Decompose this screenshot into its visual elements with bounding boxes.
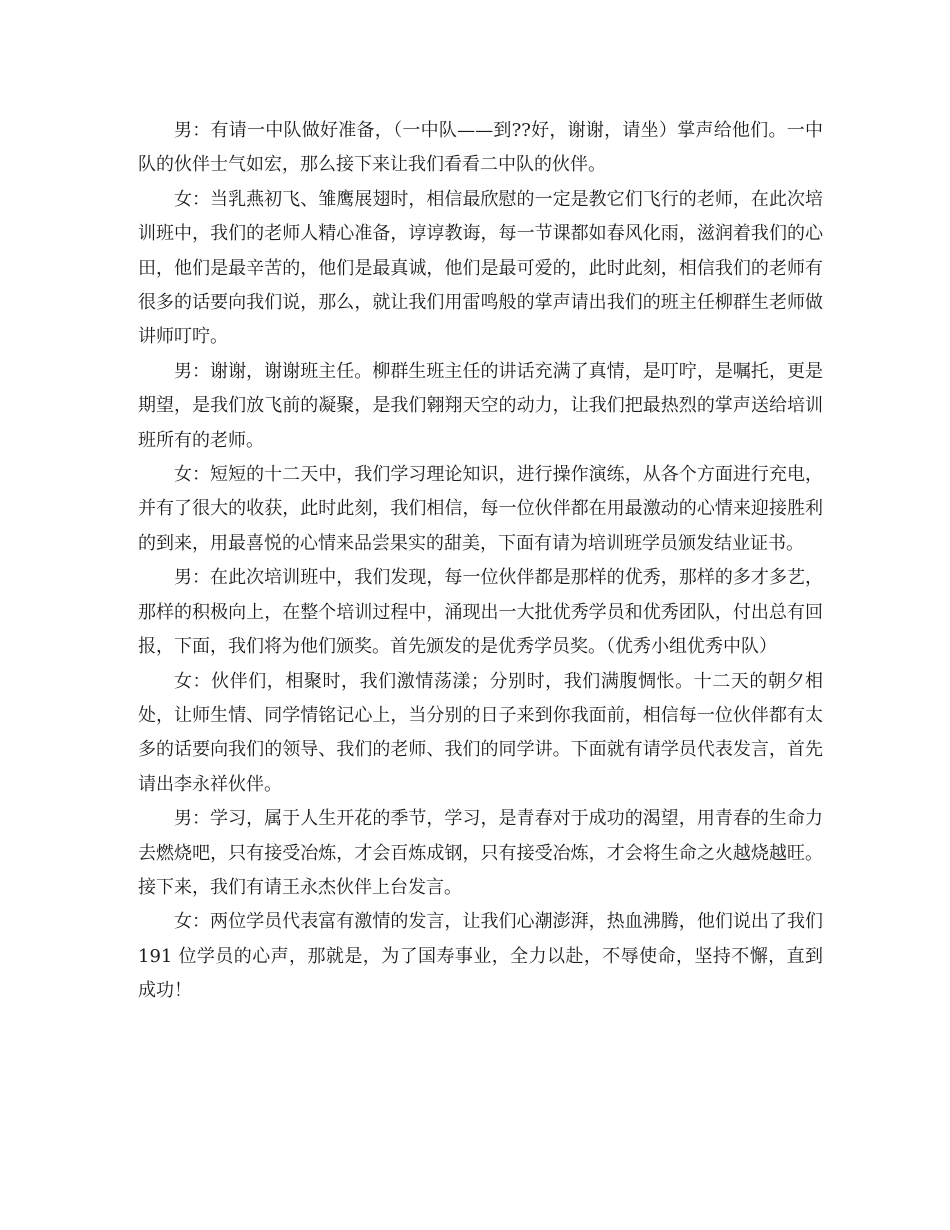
document-body (138, 114, 823, 1009)
paragraph-2: 女：当乳燕初飞、雏鹰展翅时，相信最欣慰的一定是教它们飞行的老师，在此次培训班中，我们的老师人精心准备，谆谆教诲，每一节课都如春风化雨，滋润着我们的心田，他们是最辛苦的，他们是最真诚，他们是最可爱的，此时此刻，相信我们的老师有很多的话要向我们说，那么，就让我们用雷鸣般的掌声请出我们的班主任柳群生老师做讲师叮咛。 (138, 188, 823, 348)
paragraph-7: 男：学习，属于人生开花的季节，学习，是青春对于成功的渴望，用青春的生命力去燃烧吧，只有接受冶炼，才会百炼成钢，只有接受冶炼，才会将生命之火越烧越旺。接下来，我们有请王永杰伙伴上台发言。 (138, 808, 823, 898)
paragraph-3: 男：谢谢，谢谢班主任。柳群生班主任的讲话充满了真情，是叮咛，是嘱托，更是期望，是我们放飞前的凝聚，是我们翱翔天空的动力，让我们把最热烈的掌声送给培训班所有的老师。 (138, 360, 823, 451)
paragraph-8: 女：两位学员代表富有激情的发言，让我们心潮澎湃，热血沸腾，他们说出了我们 191 位学员的心声，那就是，为了国寿事业，全力以赴，不辱使命，坚持不懈，直到成功！ (138, 911, 823, 1002)
paragraph-4: 女：短短的十二天中，我们学习理论知识，进行操作演练，从各个方面进行充电，并有了很大的收获，此时此刻，我们相信，每一位伙伴都在用最激动的心情来迎接胜利的到来，用最喜悦的心情来品尝果实的甜美，下面有请为培训班学员颁发结业证书。 (138, 464, 823, 554)
paragraph-5: 男：在此次培训班中，我们发现，每一位伙伴都是那样的优秀，那样的多才多艺，那样的积极向上，在整个培训过程中，涌现出一大批优秀学员和优秀团队，付出总有回报，下面，我们将为他们颁奖。首先颁发的是优秀学员奖。（优秀小组优秀中队） (138, 567, 823, 658)
paragraph-6: 女：伙伴们，相聚时，我们激情荡漾；分别时，我们满腹惆怅。十二天的朝夕相处，让师生情、同学情铭记心上，当分别的日子来到你我面前，相信每一位伙伴都有太多的话要向我们的领导、我们的老师、我们的同学讲。下面就有请学员代表发言，首先请出李永祥伙伴。 (138, 670, 823, 795)
paragraph-1: 男：有请一中队做好准备，（一中队——到??好，谢谢，请坐）掌声给他们。一中队的伙伴士气如宏，那么接下来让我们看看二中队的伙伴。 (138, 120, 823, 176)
